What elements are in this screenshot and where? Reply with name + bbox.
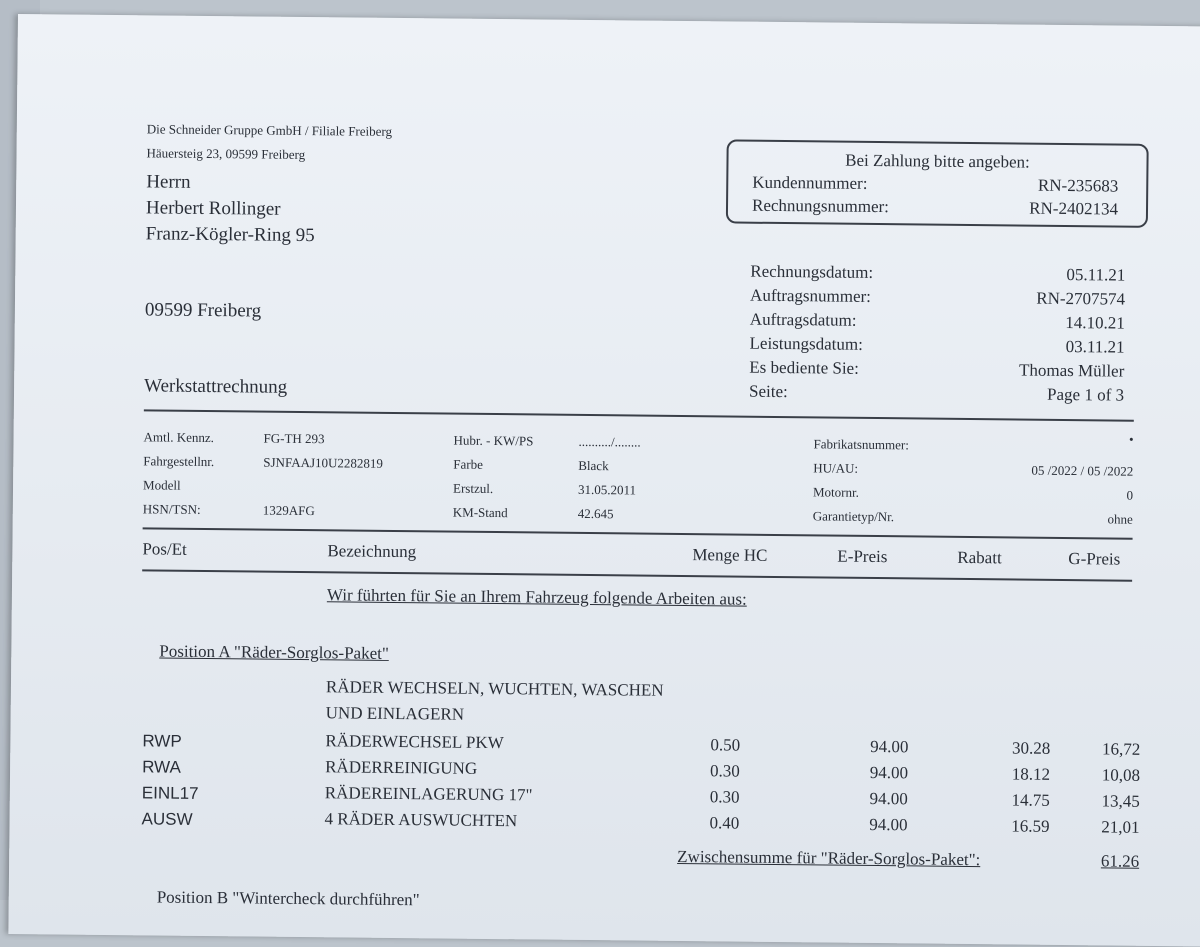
row-description: RÄDEREINLAGERUNG 17" <box>324 783 533 805</box>
vehicle-value: ohne <box>1107 511 1133 527</box>
invoice-number-label: Rechnungsnummer: <box>751 195 890 217</box>
position-a-title: Position A "Räder-Sorglos-Paket" <box>159 641 389 663</box>
row-discount: 16.59 <box>1011 816 1050 836</box>
vehicle-value: 0 <box>1126 487 1134 503</box>
vehicle-label: HU/AU: <box>813 460 859 476</box>
row-discount: 18.12 <box>1011 764 1051 784</box>
meta-label: Auftragsdatum: <box>749 309 857 330</box>
meta-value: 14.10.21 <box>1065 312 1125 333</box>
meta-label: Auftragsnummer: <box>749 285 872 306</box>
row-description: 4 RÄDER AUSWUCHTEN <box>324 809 518 831</box>
sender-line-2: Häuersteig 23, 09599 Freiberg <box>146 145 306 163</box>
meta-value: 05.11.21 <box>1066 264 1126 285</box>
row-code: RWA <box>142 757 181 777</box>
vehicle-label: Hubr. - KW/PS <box>453 432 534 449</box>
work-intro: Wir führten für Sie an Ihrem Fahrzeug folgende Arbeiten aus: <box>326 585 747 609</box>
meta-label: Es bediente Sie: <box>749 357 859 378</box>
vehicle-label: Farbe <box>453 456 483 472</box>
position-a-desc-1: RÄDER WECHSELN, WUCHTEN, WASCHEN <box>325 677 664 700</box>
row-code: AUSW <box>141 809 193 829</box>
header-pos: Pos/Et <box>142 539 187 559</box>
vehicle-value: Black <box>578 457 609 474</box>
row-total: 16,72 <box>1102 739 1141 759</box>
customer-number-label: Kundennummer: <box>752 172 868 193</box>
row-description: RÄDERREINIGUNG <box>325 757 478 778</box>
vehicle-label: Amtl. Kennz. <box>143 429 215 446</box>
divider <box>143 527 1133 539</box>
meta-value: 03.11.21 <box>1065 336 1125 357</box>
row-code: EINL17 <box>141 783 199 803</box>
vehicle-label: KM-Stand <box>452 504 508 521</box>
row-description: RÄDERWECHSEL PKW <box>325 731 504 753</box>
vehicle-label: Motornr. <box>812 484 859 500</box>
subtotal-label: Zwischensumme für "Räder-Sorglos-Paket": <box>677 846 981 870</box>
row-unit-price: 94.00 <box>869 788 908 809</box>
vehicle-value: 05 /2022 / 05 /2022 <box>1031 462 1134 479</box>
position-b-title: Position B "Wintercheck durchführen" <box>156 887 420 910</box>
vehicle-label: Modell <box>142 477 181 493</box>
vehicle-label: Erstzul. <box>452 480 494 497</box>
meta-value: RN-2707574 <box>1036 288 1126 309</box>
vehicle-value: 42.645 <box>577 505 614 522</box>
header-total: G-Preis <box>1068 549 1121 569</box>
row-discount: 14.75 <box>1011 790 1050 810</box>
vehicle-value: ........../........ <box>578 433 641 450</box>
subtotal-value: 61.26 <box>1100 851 1140 871</box>
meta-label: Leistungsdatum: <box>749 333 864 354</box>
header-discount: Rabatt <box>957 547 1002 568</box>
row-quantity: 0.50 <box>710 735 741 755</box>
row-discount: 30.28 <box>1012 738 1051 758</box>
row-total: 21,01 <box>1101 817 1140 837</box>
vehicle-label: Fahrgestellnr. <box>143 453 215 470</box>
recipient-city: 09599 Freiberg <box>144 299 262 322</box>
row-total: 10,08 <box>1101 765 1141 785</box>
vehicle-value: FG-TH 293 <box>263 430 325 447</box>
row-total: 13,45 <box>1101 791 1140 811</box>
vehicle-label: Fabrikatsnummer: <box>813 436 909 453</box>
row-unit-price: 94.00 <box>870 736 909 757</box>
position-a-desc-2: UND EINLAGERN <box>325 703 465 724</box>
vehicle-value: • <box>1128 431 1134 447</box>
invoice-number-value: RN-2402134 <box>1029 198 1119 219</box>
recipient-street: Franz-Kögler-Ring 95 <box>145 223 315 247</box>
vehicle-label: HSN/TSN: <box>142 501 201 517</box>
vehicle-value: 1329AFG <box>262 502 315 519</box>
payment-info-box <box>726 139 1149 227</box>
header-unit-price: E-Preis <box>837 546 888 567</box>
divider <box>144 409 1134 421</box>
meta-value: Thomas Müller <box>1018 360 1125 381</box>
row-unit-price: 94.00 <box>869 762 909 783</box>
payment-box-title: Bei Zahlung bitte angeben: <box>845 150 1030 172</box>
vehicle-value: SJNFAAJ10U2282819 <box>263 454 384 471</box>
meta-label: Rechnungsdatum: <box>750 261 874 282</box>
row-code: RWP <box>142 731 182 751</box>
row-unit-price: 94.00 <box>869 814 908 835</box>
header-quantity: Menge HC <box>692 545 768 565</box>
customer-number-value: RN-235683 <box>1037 175 1119 196</box>
recipient-salutation: Herrn <box>146 171 191 193</box>
header-description: Bezeichnung <box>327 541 417 562</box>
row-quantity: 0.30 <box>709 787 740 807</box>
row-quantity: 0.30 <box>710 761 740 781</box>
row-quantity: 0.40 <box>709 813 740 833</box>
invoice-page <box>8 14 1200 947</box>
sender-line-1: Die Schneider Gruppe GmbH / Filiale Freiberg <box>146 121 393 139</box>
recipient-name: Herbert Rollinger <box>145 197 281 220</box>
meta-value: Page 1 of 3 <box>1047 384 1125 405</box>
document-type: Werkstattrechnung <box>144 375 288 398</box>
vehicle-label: Garantietyp/Nr. <box>812 508 895 525</box>
divider <box>142 569 1132 581</box>
vehicle-value: 31.05.2011 <box>577 481 637 498</box>
meta-label: Seite: <box>748 381 788 402</box>
